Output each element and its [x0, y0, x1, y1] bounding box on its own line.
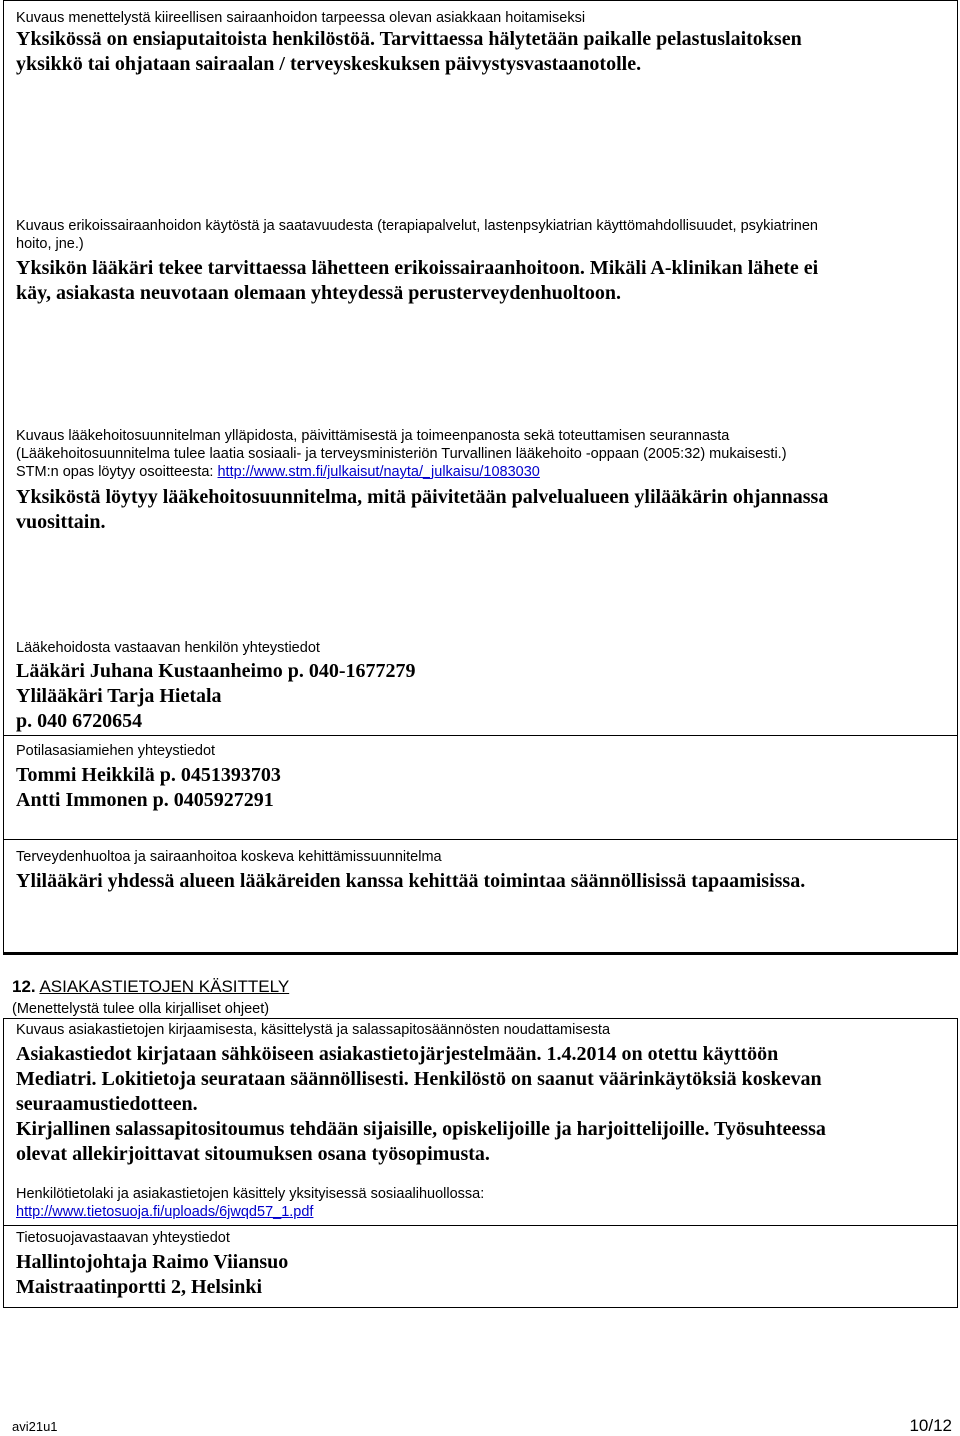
ombudsman-line-2: Antti Immonen p. 0405927291 [16, 789, 274, 811]
data-law-section [16, 1185, 945, 1221]
data-law-link-line [16, 1203, 945, 1221]
records-text-line-1: Asiakastiedot kirjataan sähköiseen asiakastietojärjestelmään. 1.4.2014 on otettu käyttöön [16, 1043, 779, 1065]
stm-guide-link[interactable]: http://www.stm.fi/julkaisut/nayta/_julkaisu/1083030 [217, 464, 540, 480]
section-number: 12. [12, 977, 36, 996]
records-label: Kuvaus asiakastietojen kirjaamisesta, käsittelystä ja salassapitosäännösten noudattamisesta [16, 1022, 611, 1038]
medication-contact-line-3: p. 040 6720654 [16, 710, 143, 732]
records-text-line-2: Mediatri. Lokitietoja seurataan säännöllisesti. Henkilöstö on saanut väärinkäytöksiä koskevan [16, 1068, 822, 1090]
privacy-officer-line-2: Maistraatinportti 2, Helsinki [16, 1276, 263, 1298]
records-text-line-5: olevat allekirjoittavat sitoumuksen osana työsopimusta. [16, 1143, 490, 1165]
separator-1 [4, 735, 957, 736]
section-12-heading [12, 976, 289, 998]
data-law-label: Henkilötietolaki ja asiakastietojen käsittely yksityisessä sosiaalihuollossa: [16, 1186, 485, 1202]
specialised-care-label-line-2: hoito, jne.) [16, 236, 84, 252]
urgent-care-section [16, 9, 945, 77]
tietosuoja-link[interactable]: http://www.tietosuoja.fi/uploads/6jwqd57_1.pdf [16, 1204, 314, 1220]
privacy-officer-label: Tietosuojavastaavan yhteystiedot [16, 1230, 230, 1246]
medication-contact-line-2: Ylilääkäri Tarja Hietala [16, 685, 222, 707]
medication-contact-section [16, 639, 945, 734]
development-plan-label: Terveydenhuoltoa ja sairaanhoitoa koskeva kehittämissuunnitelma [16, 849, 442, 865]
medication-plan-link-line [16, 463, 945, 481]
client-data-box [3, 1018, 958, 1308]
medication-plan-label-line-1: Kuvaus lääkehoitosuunnitelman ylläpidosta, päivittämisestä ja toimeenpanosta sekä toteuttamisen seurannasta [16, 428, 730, 444]
privacy-officer-section [16, 1229, 945, 1300]
specialised-care-text-line-1: Yksikön lääkäri tekee tarvittaessa lähetteen erikoissairaanhoitoon. Mikäli A-klinikan lähete ei [16, 257, 819, 279]
urgent-care-label: Kuvaus menettelystä kiireellisen sairaanhoidon tarpeessa olevan asiakkaan hoitamiseksi [16, 10, 586, 26]
development-plan-section [16, 848, 945, 894]
medication-contact-line-1: Lääkäri Juhana Kustaanheimo p. 040-1677279 [16, 660, 416, 682]
medication-plan-text-line-2: vuosittain. [16, 511, 106, 533]
records-text-line-3: seuraamustiedotteen. [16, 1093, 198, 1115]
ombudsman-section [16, 742, 945, 813]
medication-plan-text-line-1: Yksiköstä löytyy lääkehoitosuunnitelma, mitä päivitetään palvelualueen ylilääkärin ohjannassa [16, 486, 829, 508]
separator-3 [4, 1225, 957, 1226]
development-plan-text: Ylilääkäri yhdessä alueen lääkäreiden kanssa kehittää toimintaa säännöllisissä tapaamisissa. [16, 870, 806, 892]
section-title: ASIAKASTIETOJEN KÄSITTELY [39, 977, 290, 996]
medication-plan-section [16, 427, 945, 535]
records-section [16, 1021, 945, 1167]
section-12-subtitle: (Menettelystä tulee olla kirjalliset ohjeet) [12, 1001, 270, 1017]
separator-2 [4, 839, 957, 840]
page-number: 10/12 [909, 1416, 952, 1435]
medication-plan-label-line-2: (Lääkehoitosuunnitelma tulee laatia sosiaali- ja terveysministeriön Turvallinen lääkehoito -oppaan (2005:32) mukaisesti.) [16, 446, 787, 462]
specialised-care-section [16, 217, 945, 306]
medication-contact-label: Lääkehoidosta vastaavan henkilön yhteystiedot [16, 640, 320, 656]
health-services-box [3, 0, 958, 955]
ombudsman-label: Potilasasiamiehen yhteystiedot [16, 743, 216, 759]
specialised-care-label-line-1: Kuvaus erikoissairaanhoidon käytöstä ja saatavuudesta (terapiapalvelut, lastenpsykiatrian käyttömahdollisuudet, psykiatrinen [16, 218, 818, 234]
urgent-care-text-line-2: yksikkö tai ohjataan sairaalan / terveyskeskuksen päivystysvastaanotolle. [16, 53, 642, 75]
footer-left: avi21u1 [12, 1419, 58, 1434]
records-text-line-4: Kirjallinen salassapitositoumus tehdään sijaisille, opiskelijoille ja harjoittelijoille. Työsuhteessa [16, 1118, 826, 1140]
urgent-care-text-line-1: Yksikössä on ensiaputaitoista henkilöstöä. Tarvittaessa hälytetään paikalle pelastuslaitoksen [16, 28, 802, 50]
ombudsman-line-1: Tommi Heikkilä p. 0451393703 [16, 764, 281, 786]
medication-plan-link-prefix: STM:n opas löytyy osoitteesta: [16, 464, 218, 480]
specialised-care-text-line-2: käy, asiakasta neuvotaan olemaan yhteydessä perusterveydenhuoltoon. [16, 282, 622, 304]
privacy-officer-line-1: Hallintojohtaja Raimo Viiansuo [16, 1251, 289, 1273]
